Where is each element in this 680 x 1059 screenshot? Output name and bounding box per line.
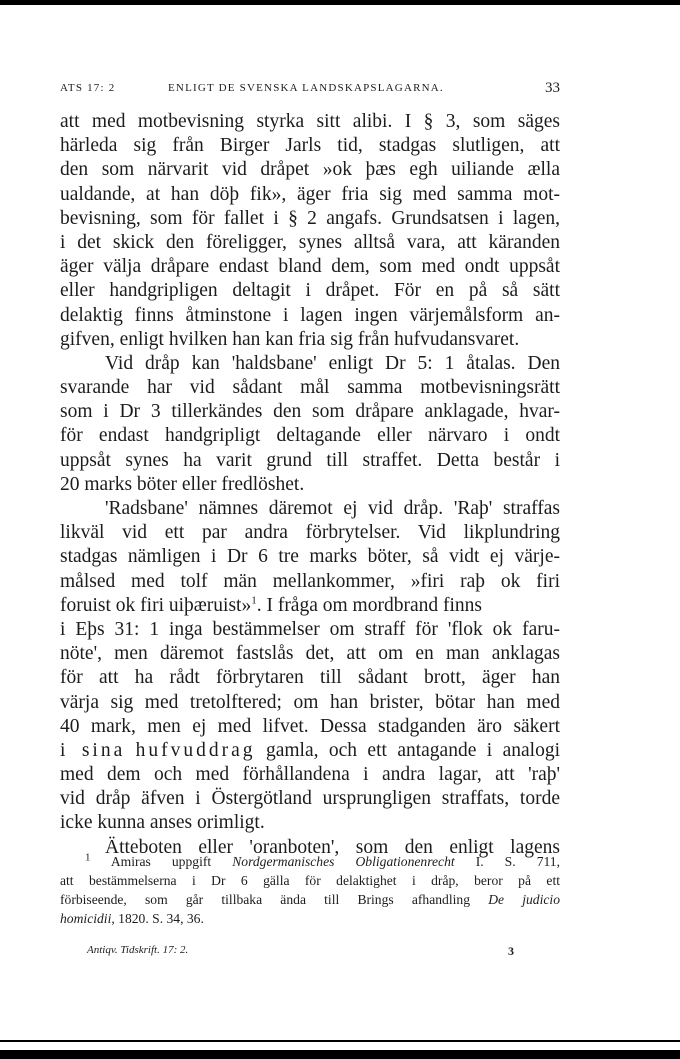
emphasis-text: i sina [60, 739, 126, 761]
text-line: för att ha rådt förbrytaren till sådant brott, äger han [60, 667, 560, 689]
text-line: ualdande, at han döþ fik», äger fria sig med samma mot- [60, 183, 560, 205]
running-header [60, 80, 560, 100]
header-title: ENLIGT DE SVENSKA LANDSKAPSLAGARNA. [168, 82, 444, 94]
text-line-spaced-emphasis [60, 739, 560, 763]
text-line: svarande har vid sådant mål samma motbevisningsrätt [60, 377, 560, 399]
text-line: likväl vid ett par andra förbrytelser. Vid likplundring [60, 522, 560, 544]
text-segment: gamla, och ett antagande i analogi [265, 739, 560, 761]
text-line: som i Dr 3 tillerkändes den som dråpare anklagade, hvar- [60, 401, 560, 423]
footnote-work-title: homicidii [60, 911, 112, 926]
footnote-line [60, 909, 560, 928]
text-line: uppsåt synes ha varit grund till straffet. Detta består i [60, 449, 560, 471]
text-line: eller handgripligen deltagit i dråpet. För en på så sätt [60, 280, 560, 302]
text-line: bevisning, som för fallet i § 2 angafs. Grundsatsen i lagen, [60, 207, 560, 229]
text-line: målsed med tolf män mellankommer, »firi raþ ok firi [60, 570, 560, 592]
footnote-line [60, 852, 560, 871]
signature-mark: 3 [508, 944, 514, 958]
page-bottom-edge [0, 1050, 680, 1059]
footnotes [60, 852, 560, 928]
footnote-text: Amiras uppgift [110, 854, 212, 869]
body-text [60, 110, 560, 860]
footnote-marker: 1 [85, 851, 91, 864]
text-line: nöte', men däremot fastslås det, att om en man anklagas [60, 643, 560, 665]
text-line: med dem och med förhållandena i andra lagar, att 'raþ' [60, 764, 560, 786]
text-line: att med motbevisning styrka sitt alibi. I § 3, som säges [60, 111, 560, 132]
text-line: 20 marks böter eller fredlöshet. [60, 473, 305, 495]
footnote-text: I. S. 711, [475, 854, 560, 869]
footnote-text: förbiseende, som går tillbaka ända till Brings afhandling [60, 892, 471, 907]
header-volume: ATS 17: 2 [60, 82, 116, 94]
text-line: delaktig finns åtminstone i lagen ingen värjemålsform an- [60, 304, 560, 326]
footnote-line [60, 890, 560, 909]
text-line: värja sig med tretolftered; om han brister, bötar han med [60, 691, 560, 713]
text-line-with-footnote [60, 594, 560, 618]
text-line: 40 mark, men ej med lifvet. Dessa stadganden äro säkert [60, 715, 560, 737]
footnote-reference: 1 [251, 594, 257, 607]
text-line: i det skick den föreligger, synes alltså vara, att käranden [60, 231, 560, 253]
footnote-line: att bestämmelserna i Dr 6 gälla för delaktighet i dråp, beror på ett [60, 873, 560, 888]
text-line: i Eþs 31: 1 inga bestämmelser om straff för 'flok ok faru- [60, 618, 560, 640]
footnote-work-title: De judicio [488, 892, 560, 907]
page-bottom-rule [0, 1040, 680, 1042]
text-line: den som närvarit vid dråpet »ok þæs egh uiliande ælla [60, 159, 560, 181]
emphasis-text: hufvuddrag [135, 739, 256, 761]
text-segment: . I fråga om mordbrand finns [256, 594, 482, 616]
paragraph-first-line: Vid dråp kan 'haldsbane' enligt Dr 5: 1 åtalas. Den [105, 352, 560, 374]
paragraph-first-line: 'Radsbane' nämnes däremot ej vid dråp. 'Raþ' straffas [105, 498, 560, 519]
page-footer [60, 944, 560, 962]
text-line: äger välja dråpare endast bland dem, som med ondt uppsåt [60, 256, 560, 278]
text-line: härleda sig från Birger Jarls tid, stadgas slutligen, att [60, 135, 560, 157]
text-line: stadgas nämligen i Dr 6 tre marks böter, så vidt ej värje- [60, 546, 560, 568]
footnote-text: , 1820. S. 34, 36. [111, 911, 204, 926]
text-line: icke kunna anses orimligt. [60, 812, 265, 834]
footer-source: Antiqv. Tidskrift. 17: 2. [87, 944, 189, 956]
page-top-edge [0, 0, 680, 5]
page-number: 33 [545, 80, 560, 96]
footnote-work-title: Nordgermanisches Obligationenrecht [232, 854, 455, 869]
text-line: för endast handgripligt deltagande eller närvaro i ondt [60, 425, 560, 447]
text-line: vid dråp äfven i Östergötland ursprungligen straffats, torde [60, 788, 560, 810]
paragraph-first-line: Ätteboten eller 'oranboten', som den enligt lagens [105, 836, 560, 858]
text-segment: foruist ok firi uiþæruist» [60, 594, 252, 616]
text-line: gifven, enligt hvilken han kan fria sig från hufvudansvaret. [60, 328, 520, 350]
